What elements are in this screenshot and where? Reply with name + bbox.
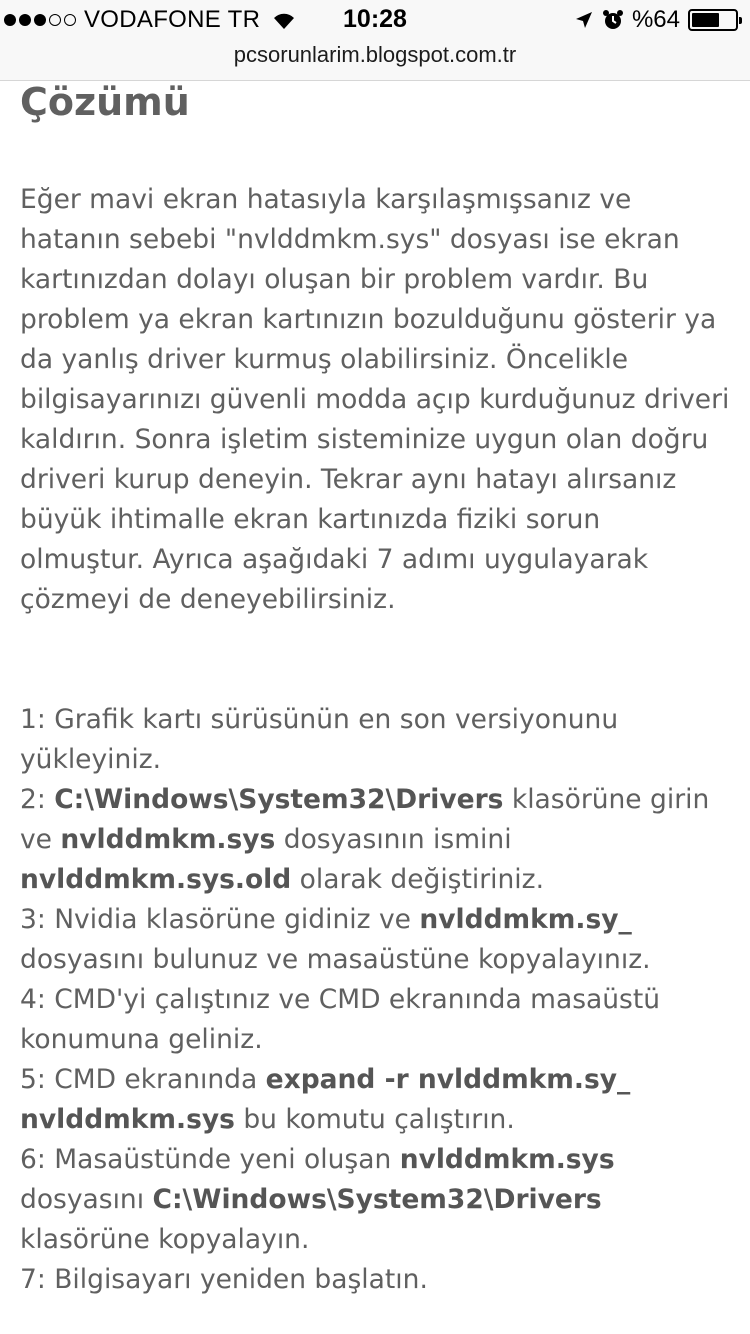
section-heading: Çözümü — [20, 80, 190, 124]
battery-icon — [688, 9, 738, 31]
alarm-clock-icon — [602, 9, 624, 31]
status-time: 10:28 — [343, 5, 407, 33]
drivers-path: C:\Windows\System32\Drivers — [152, 1184, 602, 1215]
sys-filename: nvlddmkm.sys — [60, 824, 276, 855]
status-bar — [0, 0, 750, 40]
step-7: 7: Bilgisayarı yeniden başlatın. — [20, 1264, 428, 1295]
url-text[interactable]: pcsorunlarim.blogspot.com.tr — [233, 42, 517, 67]
step-3: 3: Nvidia klasörüne gidiniz ve nvlddmkm.sy_ dosyasını bulunuz ve masaüstüne kopyalayınız. — [20, 904, 651, 975]
steps-list — [20, 700, 732, 1300]
expand-command: expand -r nvlddmkm.sy_ nvlddmkm.sys — [20, 1064, 631, 1135]
carrier-name: VODAFONE TR — [84, 6, 261, 33]
intro-paragraph: Eğer mavi ekran hatasıyla karşılaşmışsanız ve hatanın sebebi "nvlddmkm.sys" dosyası ise ekran kartınızdan dolayı oluşan bir problem vardır. Bu problem ya ekran kartınızın bozulduğunu gösterir ya da yanlış driver kurmuş olabilirsiniz. Öncelikle bilgisayarınızı güvenli modda açıp kurduğunuz driveri kaldırın. Sonra işletim sisteminize uygun olan doğru driveri kurup deneyin. Tekrar aynı hatayı alırsanız büyük ihtimalle ekran kartınızda fiziki sorun olmuştur. Ayrıca aşağıdaki 7 adımı uygulayarak çözmeyi de deneyebilirsiniz. — [20, 184, 730, 615]
step-1: 1: Grafik kartı sürüsünün en son versiyonunu yükleyiniz. — [20, 704, 619, 775]
address-bar[interactable] — [0, 40, 750, 81]
step-4: 4: CMD'yi çalıştınız ve CMD ekranında masaüstü konumuna geliniz. — [20, 984, 661, 1055]
article-content — [20, 80, 732, 1300]
old-filename: nvlddmkm.sys.old — [20, 864, 292, 895]
step-2: 2: C:\Windows\System32\Drivers klasörüne girin ve nvlddmkm.sys dosyasının ismini nvlddmkm.sys.old olarak değiştiriniz. — [20, 784, 710, 895]
status-right — [574, 6, 738, 34]
sy-filename: nvlddmkm.sy_ — [419, 904, 632, 935]
step-6: 6: Masaüstünde yeni oluşan nvlddmkm.sys dosyasını C:\Windows\System32\Drivers klasörüne kopyalayın. — [20, 1144, 615, 1255]
location-arrow-icon — [574, 10, 594, 30]
step-5: 5: CMD ekranında expand -r nvlddmkm.sy_ nvlddmkm.sys bu komutu çalıştırın. — [20, 1064, 631, 1135]
drivers-path: C:\Windows\System32\Drivers — [54, 784, 504, 815]
battery-percentage: %64 — [631, 6, 680, 33]
sys-filename: nvlddmkm.sys — [399, 1144, 615, 1175]
